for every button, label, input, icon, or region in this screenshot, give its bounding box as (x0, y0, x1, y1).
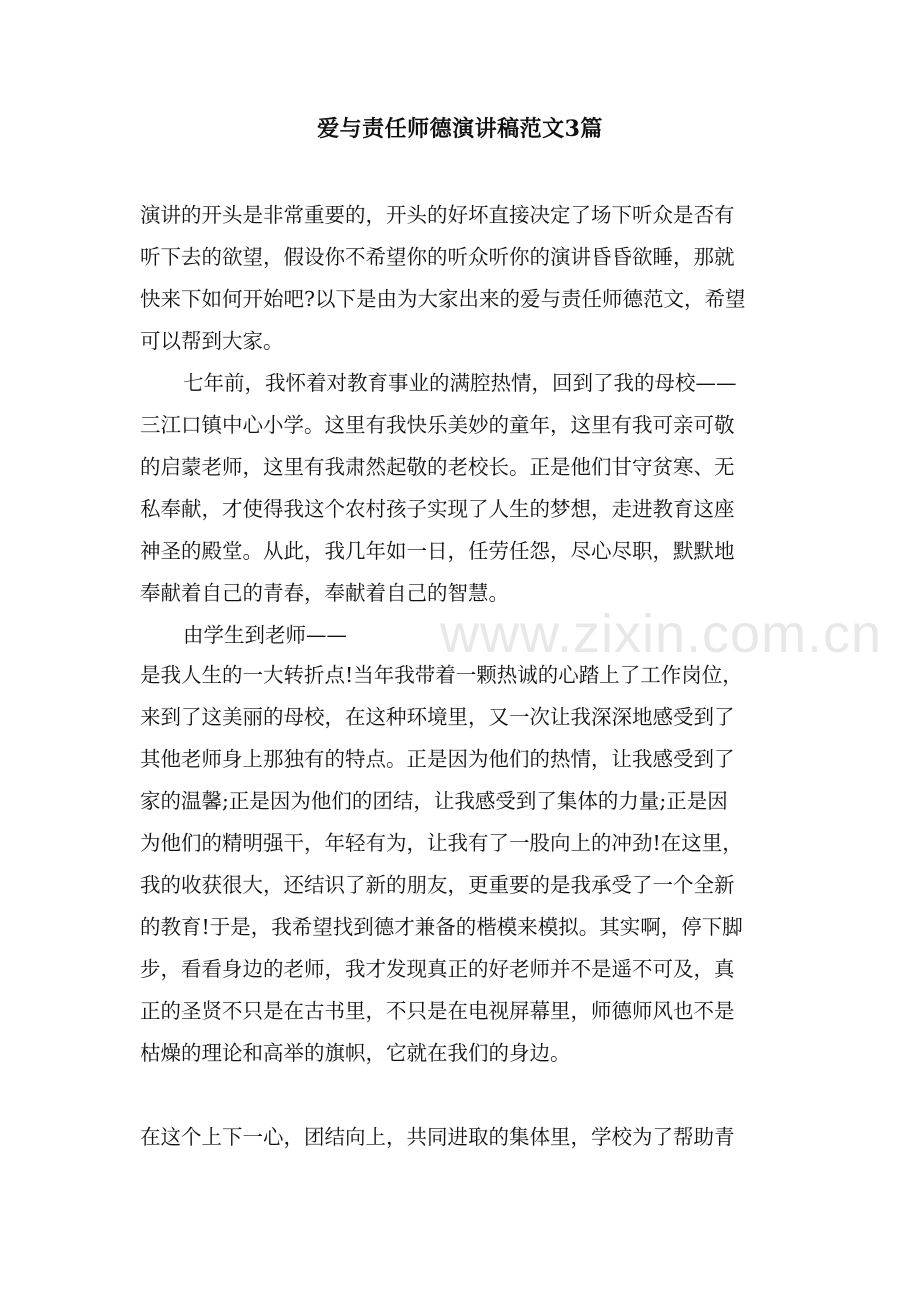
text-line: 为他们的精明强干，年轻有为，让我有了一股向上的冲劲!在这里， (140, 831, 743, 855)
text-line: 正的圣贤不只是在古书里，不只是在电视屏幕里，师德师风也不是 (140, 999, 735, 1023)
text-line: 由学生到老师—— (183, 623, 347, 647)
text-line: 的教育!于是，我希望找到德才兼备的楷模来模拟。其实啊，停下脚 (140, 915, 743, 939)
text-line: 七年前，我怀着对教育事业的满腔热情，回到了我的母校—— (183, 371, 737, 395)
document-title: 爱与责任师德演讲稿范文3篇 (317, 116, 603, 142)
text-line: 三江口镇中心小学。这里有我快乐美妙的童年，这里有我可亲可敬 (140, 413, 735, 437)
text-line: 神圣的殿堂。从此，我几年如一日，任劳任怨，尽心尽职，默默地 (140, 539, 735, 563)
text-line: 是我人生的一大转折点!当年我带着一颗热诚的心踏上了工作岗位， (140, 663, 743, 687)
text-line: 私奉献，才使得我这个农村孩子实现了人生的梦想，走进教育这座 (140, 497, 735, 521)
text-line: 我的收获很大，还结识了新的朋友，更重要的是我承受了一个全新 (140, 873, 735, 897)
text-line: 家的温馨;正是因为他们的团结，让我感受到了集体的力量;正是因 (140, 789, 728, 813)
text-line: 其他老师身上那独有的特点。正是因为他们的热情，让我感受到了 (140, 747, 735, 771)
text-line: 枯燥的理论和高举的旗帜，它就在我们的身边。 (140, 1041, 571, 1065)
text-line: 听下去的欲望，假设你不希望你的听众听你的演讲昏昏欲睡，那就 (140, 245, 735, 269)
text-line: 的启蒙老师，这里有我肃然起敬的老校长。正是他们甘守贫寒、无 (140, 455, 735, 479)
text-line: 奉献着自己的青春，奉献着自己的智慧。 (140, 581, 509, 605)
text-line: 演讲的开头是非常重要的，开头的好坏直接决定了场下听众是否有 (140, 203, 735, 227)
watermark: www.zixin.com.cn (440, 604, 883, 664)
text-line: 可以帮到大家。 (140, 329, 284, 353)
text-line: 在这个上下一心，团结向上，共同进取的集体里，学校为了帮助青 (140, 1125, 735, 1149)
text-line: 来到了这美丽的母校，在这种环境里，又一次让我深深地感受到了 (140, 705, 735, 729)
text-line: 快来下如何开始吧?以下是由为大家出来的爱与责任师德范文，希望 (140, 287, 746, 311)
text-line: 步，看看身边的老师，我才发现真正的好老师并不是遥不可及，真 (140, 957, 735, 981)
